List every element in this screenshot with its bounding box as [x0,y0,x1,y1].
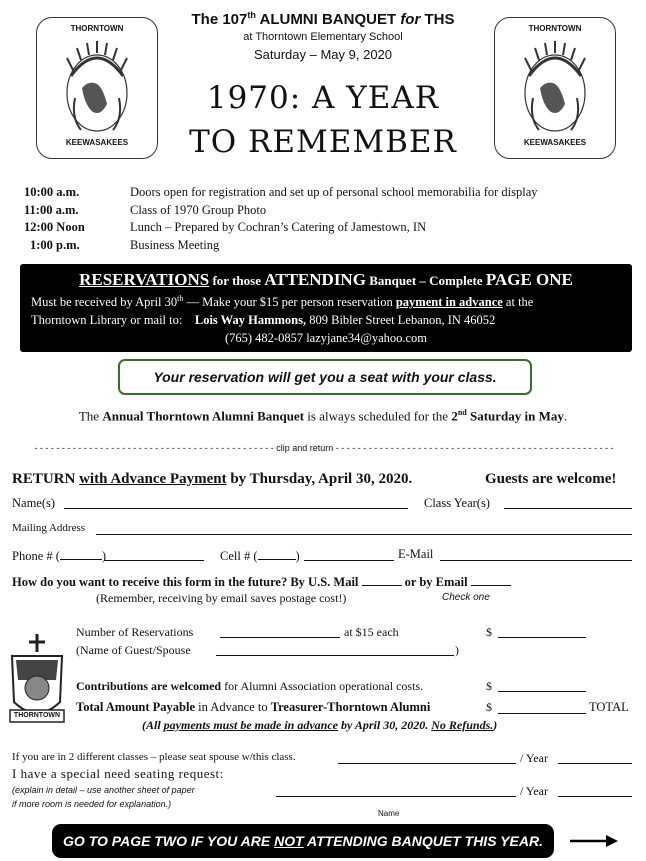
go-to-page-two-banner: GO TO PAGE TWO IF YOU ARE NOT ATTENDING BANQUET THIS YEAR. [52,824,554,858]
mail-checkbox-line[interactable] [362,573,402,586]
receive-method-question: How do you want to receive this form in the future? By U.S. Mail or by Email [12,573,511,590]
dollar-sign: $ [486,625,492,639]
mailing-address-label: Mailing Address [12,522,86,534]
schedule-row: 12:00 Noon Lunch – Prepared by Cochran’s Catering of Jamestown, IN [24,220,427,234]
cell-label: Cell # ( ) [220,549,300,563]
mailing-address-field[interactable] [96,534,632,535]
guest-name-label: (Name of Guest/Spouse [76,643,191,657]
reservations-line-2: Thorntown Library or mail to: Lois Way Hammons, 809 Bibler Street Lebanon, IN 46052 [31,313,496,328]
email-label: E-Mail [398,547,434,561]
logo-top-text: THORNTOWN [528,24,582,33]
names-label: Name(s) [12,496,56,510]
crest-text: THORNTOWN [13,712,61,719]
email-field[interactable] [440,560,632,561]
per-person-label: at $15 each [344,625,399,639]
theme-line-2: TO REMEMBER [189,124,457,160]
num-reservations-field[interactable] [220,637,340,638]
phone-label: Phone # ( ) [12,549,107,563]
dollar-sign: $ [486,679,492,693]
phone-field[interactable] [104,560,204,561]
guest-name-field[interactable] [216,655,454,656]
check-one-note: Check one [442,592,490,603]
arrow-right-icon [568,832,620,850]
logo-bottom-text: KEEWASAKEES [65,138,129,147]
banquet-title: The 107th ALUMNI BANQUET for THS [191,10,455,28]
names-field[interactable] [64,508,408,509]
reservations-contact: (765) 482-0857 lazyjane34@yahoo.com [224,331,428,346]
explain-note-1: (explain in detail – use another sheet of paper [12,785,195,795]
schedule-row: 11:00 a.m. Class of 1970 Group Photo [24,202,267,217]
special-need-name-field[interactable] [276,796,516,797]
total-label: TOTAL [589,700,629,714]
annual-schedule-note: The Annual Thorntown Alumni Banquet is always scheduled for the 2nd Saturday in May. [78,408,568,424]
guest-name-close: ) [455,643,459,657]
return-heading: RETURN with Advance Payment by Thursday, April 30, 2020. [12,471,413,487]
dollar-sign: $ [486,700,492,714]
name-caption: Name [378,809,400,818]
clip-and-return-divider: - - - - - - - - - - - - - - - - - - - - - - - - - - - - - - - - - - - - - - - - - - - - clip and return - - - - - - - - - - - - - - - - - - - - - - - - - - - - - - - - - - - - - - - - - - - - - - - - - - - [34,443,614,453]
remember-note: (Remember, receiving by email saves postage cost!) [96,591,347,605]
seat-notice: Your reservation will get you a seat with your class. [118,359,532,395]
reservations-heading: RESERVATIONS for those ATTENDING Banquet – Complete PAGE ONE [79,270,573,289]
banquet-location: at Thorntown Elementary School [243,31,403,43]
special-need-year-field[interactable] [558,796,632,797]
contributions-label: Contributions are welcomed for Alumni Association operational costs. [76,679,424,693]
spouse-year-field[interactable] [558,763,632,764]
total-amount-field[interactable] [498,713,586,714]
num-reservations-label: Number of Reservations [76,625,194,639]
email-checkbox-line[interactable] [471,573,511,586]
schedule-row: 1:00 p.m. Business Meeting [30,237,220,252]
logo-bottom-text: KEEWASAKEES [523,138,587,147]
guests-welcome: Guests are welcome! [485,471,617,487]
total-payable-label: Total Amount Payable in Advance to Treasurer-Thorntown Alumni [76,700,431,714]
payment-terms: (All payments must be made in advance by April 30, 2020. No Refunds.) [142,718,498,732]
theme-line-1: 1970: A YEAR [206,80,440,116]
logo-top-text: THORNTOWN [70,24,124,33]
contributions-amount-field[interactable] [498,691,586,692]
year-label: / Year [520,751,549,765]
schedule-row: 10:00 a.m. Doors open for registration and set up of personal school memorabilia for display [24,185,538,199]
explain-note-2: if more room is needed for explanation.) [12,799,172,809]
special-need-label: I have a special need seating request: [12,766,224,781]
reservations-line-1: Must be received by April 30th — Make your $15 per person reservation payment in advance at the [31,294,534,310]
reservations-amount-field[interactable] [498,637,586,638]
different-classes-label: If you are in 2 different classes – please seat spouse w/this class. [12,751,296,763]
banquet-date: Saturday – May 9, 2020 [253,47,393,62]
class-year-label: Class Year(s) [424,496,490,510]
schedule [24,184,538,254]
spouse-class-field[interactable] [338,763,516,764]
reservations-box [20,264,632,352]
year-label: / Year [520,784,549,798]
class-year-field[interactable] [504,508,632,509]
cell-field[interactable] [304,560,394,561]
